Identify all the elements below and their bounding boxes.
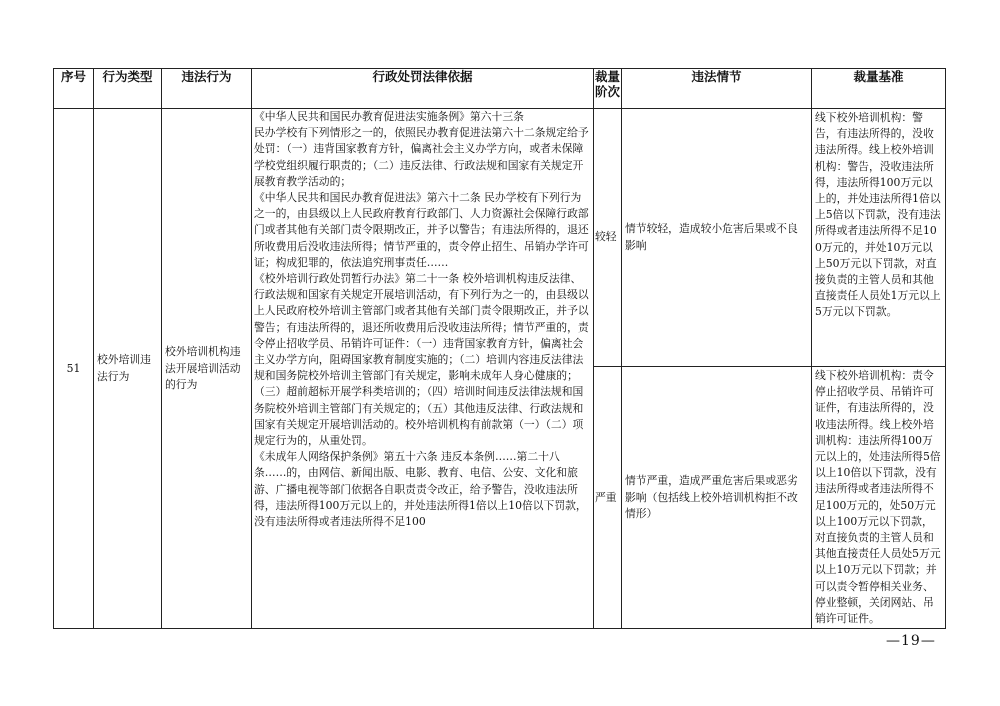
level-cell-severe	[594, 367, 622, 629]
header-standard: 裁量基准	[812, 69, 946, 109]
header-violation: 违法行为	[162, 69, 252, 109]
seq-value: 51	[66, 361, 81, 375]
basis-paragraph: 民办学校有下列情形之一的，依照民办教育促进法第六十二条规定给予处罚：（一）违背国家教育方针，偏离社会主义办学方向，或者未保障学校党组织履行职责的；（二）违反法律、行政法规和国家有关规定开展教育教学活动的；	[254, 126, 589, 188]
circumstance-light-value: 情节较轻，造成较小危害后果或不良影响	[625, 222, 798, 252]
circumstance-severe-value: 情节严重，造成严重危害后果或恶劣影响（包括线上校外培训机构拒不改情形）	[625, 474, 798, 520]
behavior-type-value: 校外培训违法行为	[97, 353, 151, 383]
header-behavior-type: 行为类型	[94, 69, 162, 109]
page-number: —19—	[886, 633, 936, 649]
table-row	[54, 109, 946, 367]
legal-basis-cell	[252, 109, 594, 629]
basis-paragraph: 《校外培训行政处罚暂行办法》第二十一条 校外培训机构违反法律、行政法规和国家有关规定开展培训活动，有下列行为之一的，由县级以上人民政府校外培训主管部门或者其他有关部门责令限期改正，并予以警告；有违法所得的，退还所收费用后没收违法所得；情节严重的，责令停止招收学员、吊销许可证件：（一）违背国家教育方针，偏离社会主义办学方向，阻碍国家教育制度实施的；（二）培训内容违反法律法规和国务院校外培训主管部门有关规定，影响未成年人身心健康的；（三）超前超标开展学科类培训的；（四）培训时间违反法律法规和国务院校外培训主管部门有关规定的；（五）其他违反法律、行政法规和国家有关规定开展培训活动的。校外培训机构有前款第（一）（二）项规定行为的，从重处罚。	[254, 272, 589, 448]
circumstance-cell-severe	[622, 367, 812, 629]
level-light-value: 较轻	[595, 230, 617, 244]
standard-cell-light	[812, 109, 946, 367]
basis-paragraph: 《中华人民共和国民办教育促进法实施条例》第六十三条	[254, 110, 524, 123]
basis-paragraph: 《未成年人网络保护条例》第五十六条 违反本条例……第二十八条……的，由网信、新闻出版、电影、教育、电信、公安、文化和旅游、广播电视等部门依据各自职责责令改正，给予警告，没收违法所得，违法所得100万元以上的，并处违法所得1倍以上10倍以下罚款，没有违法所得或者违法所得不足100	[254, 450, 587, 529]
header-level: 裁量阶次	[594, 69, 622, 109]
table-header-row	[54, 69, 946, 109]
behavior-type-cell	[94, 109, 162, 629]
standard-cell-severe	[812, 367, 946, 629]
header-seq: 序号	[54, 69, 94, 109]
standard-severe-value: 线下校外培训机构：责令停止招收学员、吊销许可证件，有违法所得的，没收违法所得。线上校外培训机构：违法所得100万元以上的，处违法所得5倍以上10倍以下罚款，没有违法所得或者违法所得不足100万元的，处50万元以上100万元以下罚款，对直接负责的主管人员和其他直接责任人员处5万元以上10万元以下罚款；并可以责令暂停相关业务、停业整顿，关闭网站、吊销许可证件。	[815, 369, 941, 626]
violation-cell	[162, 109, 252, 629]
violation-value: 校外培训机构违法开展培训活动的行为	[165, 345, 241, 391]
header-legal-basis: 行政处罚法律依据	[252, 69, 594, 109]
standard-light-value: 线下校外培训机构：警告，有违法所得的，没收违法所得。线上校外培训机构：警告，没收违法所得，违法所得100万元以上的，并处违法所得1倍以上5倍以下罚款，没有违法所得或者违法所得不足100万元的，并处10万元以上50万元以下罚款，对直接负责的主管人员和其他直接责任人员处1万元以上5万元以下罚款。	[815, 111, 941, 319]
level-severe-value: 严重	[595, 490, 617, 504]
basis-paragraph: 《中华人民共和国民办教育促进法》第六十二条 民办学校有下列行为之一的，由县级以上人民政府教育行政部门、人力资源社会保障行政部门或者其他有关部门责令限期改正，并予以警告；有违法所得的，退还所收费用后没收违法所得；情节严重的，责令停止招生、吊销办学许可证；构成犯罪的，依法追究刑事责任……	[254, 191, 589, 269]
penalty-standard-table	[53, 68, 946, 629]
level-cell-light	[594, 109, 622, 367]
seq-cell	[54, 109, 94, 629]
header-circumstance: 违法情节	[622, 69, 812, 109]
circumstance-cell-light	[622, 109, 812, 367]
